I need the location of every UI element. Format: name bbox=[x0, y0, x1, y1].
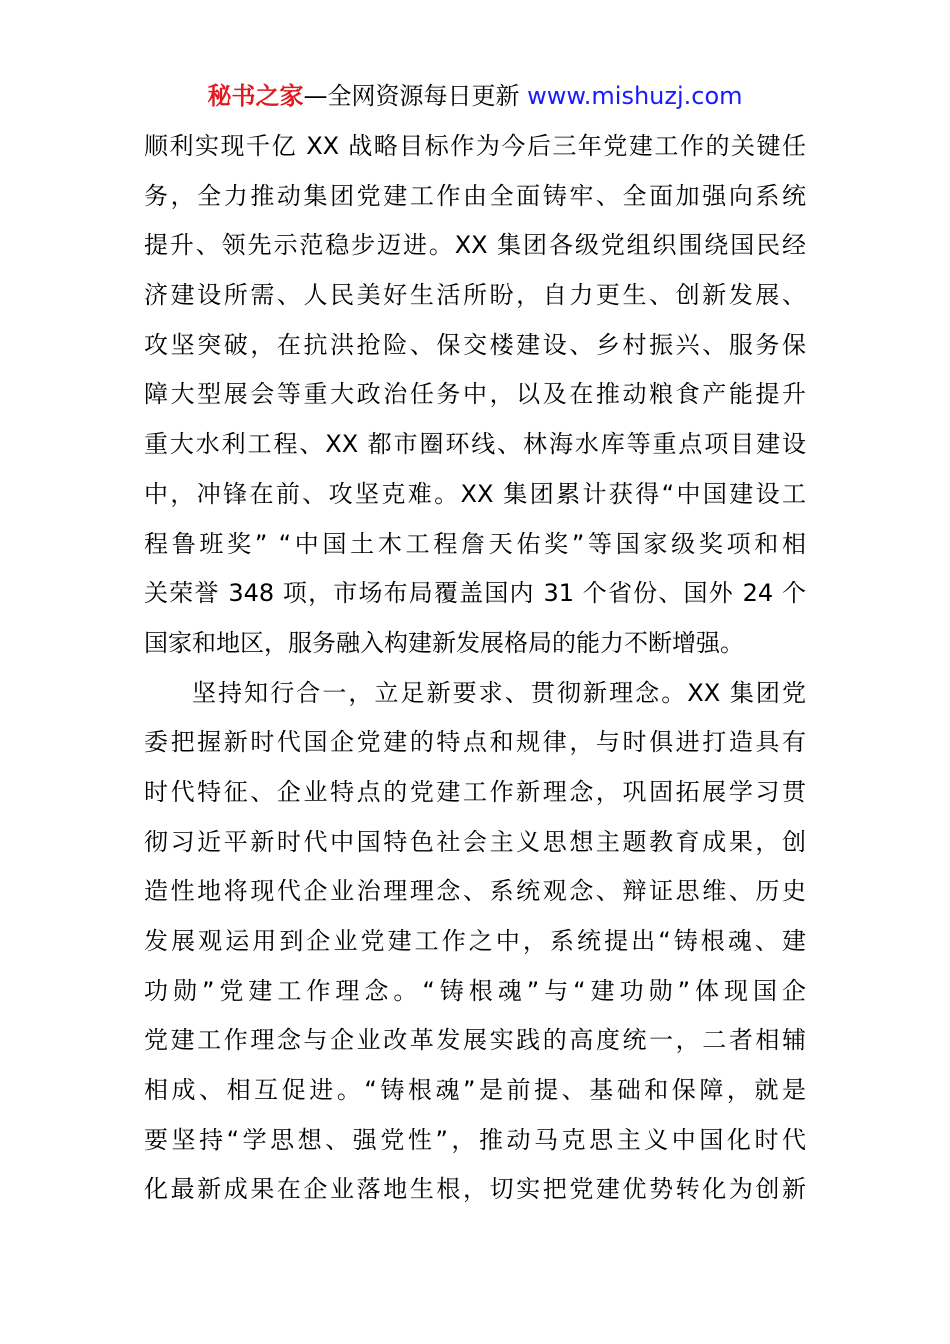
text-line: 攻坚突破，在抗洪抢险、保交楼建设、乡村振兴、服务保 bbox=[144, 330, 806, 359]
text-line: 功勋”党建工作理念。“铸根魂”与“建功勋”体现国企 bbox=[144, 976, 806, 1005]
text-line: 彻习近平新时代中国特色社会主义思想主题教育成果，创 bbox=[144, 827, 806, 856]
text-line: 相成、相互促进。“铸根魂”是前提、基础和保障，就是 bbox=[144, 1076, 806, 1105]
text-line: 造性地将现代企业治理理念、系统观念、辩证思维、历史 bbox=[144, 877, 806, 906]
text-line: 顺利实现千亿 XX 战略目标作为今后三年党建工作的关键任 bbox=[144, 132, 806, 160]
text-line: 提升、领先示范稳步迈进。XX 集团各级党组织围绕国民经 bbox=[144, 231, 806, 260]
text-line: 党建工作理念与企业改革发展实践的高度统一，二者相辅 bbox=[144, 1026, 806, 1055]
text-line: 委把握新时代国企党建的特点和规律，与时俱进打造具有 bbox=[144, 728, 806, 757]
text-line: 程鲁班奖” “中国土木工程詹天佑奖”等国家级奖项和相 bbox=[144, 529, 806, 558]
text-line: 务，全力推动集团党建工作由全面铸牢、全面加强向系统 bbox=[144, 181, 806, 210]
text-line: 化最新成果在企业落地生根，切实把党建优势转化为创新 bbox=[144, 1175, 806, 1204]
text-line: 济建设所需、人民美好生活所盼，自力更生、创新发展、 bbox=[144, 281, 806, 310]
text-line: 发展观运用到企业党建工作之中，系统提出“铸根魂、建 bbox=[144, 927, 806, 955]
site-tagline: —全网资源每日更新 bbox=[303, 82, 528, 110]
text-line: 关荣誉 348 项，市场布局覆盖国内 31 个省份、国外 24 个 bbox=[144, 579, 806, 608]
site-header bbox=[0, 80, 950, 112]
paragraph-start-line: 坚持知行合一，立足新要求、贯彻新理念。XX 集团党 bbox=[192, 678, 806, 707]
site-brand: 秘书之家 bbox=[207, 82, 304, 110]
text-line: 重大水利工程、XX 都市圈环线、林海水库等重点项目建设 bbox=[144, 430, 806, 459]
paragraph-end-line: 国家和地区，服务融入构建新发展格局的能力不断增强。 bbox=[144, 628, 744, 657]
text-line: 时代特征、企业特点的党建工作新理念，巩固拓展学习贯 bbox=[144, 777, 806, 806]
document-body bbox=[144, 122, 806, 1215]
text-line: 要坚持“学思想、强党性”，推动马克思主义中国化时代 bbox=[144, 1125, 806, 1154]
site-url-link[interactable]: www.mishuzj.com bbox=[527, 82, 743, 110]
text-line: 中，冲锋在前、攻坚克难。XX 集团累计获得“中国建设工 bbox=[144, 479, 806, 508]
text-line: 障大型展会等重大政治任务中，以及在推动粮食产能提升 bbox=[144, 380, 806, 409]
